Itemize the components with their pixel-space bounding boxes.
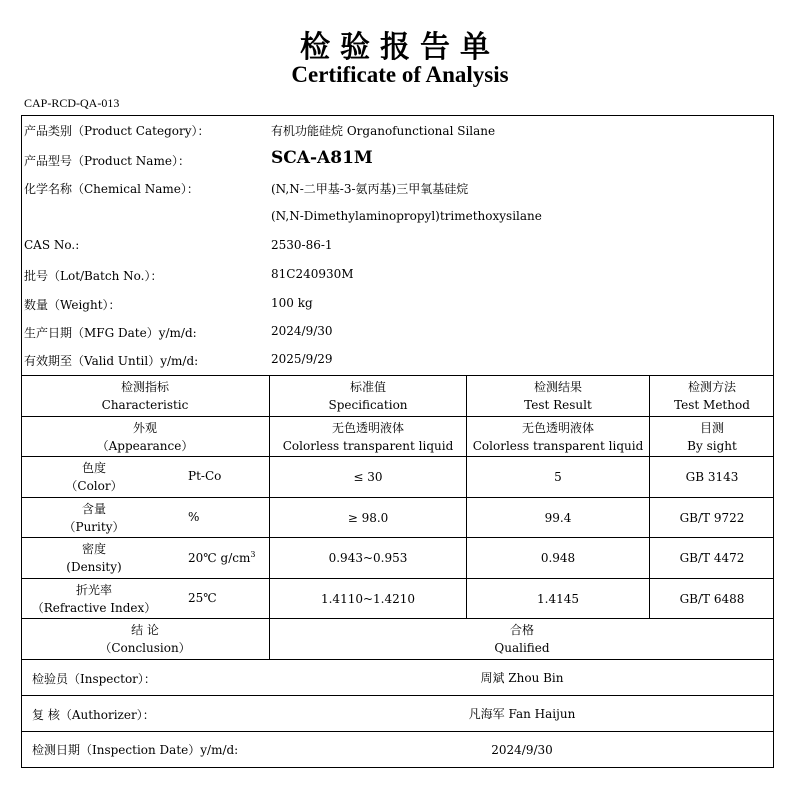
conclusion-value: 合格 Qualified — [494, 623, 550, 655]
table-row-name: 含量 （Purity） — [63, 501, 125, 534]
document-number: CAP-RCD-QA-013 — [24, 96, 120, 110]
inspection-date-label: 检测日期（Inspection Date）y/m/d: — [32, 743, 239, 757]
header-characteristic: 检测指标 Characteristic — [101, 380, 189, 412]
chemical-name-cn: (N,N-二甲基-3-氨丙基)三甲氧基硅烷 — [271, 182, 469, 196]
chemical-name-en: (N,N-Dimethylaminopropyl)trimethoxysilane — [271, 209, 542, 223]
table-row-unit: % — [188, 510, 200, 524]
table-row-result: 5 — [554, 470, 562, 484]
conclusion-label: 结 论 （Conclusion） — [99, 623, 191, 655]
header-test-result: 检测结果 Test Result — [524, 380, 592, 412]
table-row-name: 密度 (Density) — [66, 542, 122, 574]
valid-until-value: 2025/9/29 — [271, 352, 333, 366]
inspection-date-value: 2024/9/30 — [491, 742, 553, 757]
inspector-value: 周斌 Zhou Bin — [480, 670, 564, 685]
lot-label: 批号（Lot/Batch No.）： — [24, 269, 163, 283]
category-value: 有机功能硅烷 Organofunctional Silane — [271, 124, 496, 138]
table-row-unit: Pt-Co — [188, 469, 222, 483]
appearance-spec: 无色透明液体 Colorless transparent liquid — [282, 420, 454, 453]
header-specification: 标准值 Specification — [328, 380, 408, 412]
table-row-unit: 25℃ — [188, 591, 217, 605]
table-row-spec: ≥ 98.0 — [347, 510, 389, 525]
table-row-result: 99.4 — [544, 510, 572, 525]
table-row-name: 色度 （Color） — [65, 461, 123, 493]
table-row-method: GB/T 6488 — [679, 591, 745, 606]
table-row-unit: 20℃ $g/cm^3$ — [188, 550, 256, 565]
product-value: SCA-A81M — [271, 148, 373, 168]
table-row-spec: 0.943~0.953 — [328, 551, 408, 565]
appearance-method: 目测 By sight — [687, 420, 737, 453]
title-chinese: 检验报告单 — [300, 30, 500, 65]
header-test-method: 检测方法 Test Method — [674, 380, 750, 412]
authorizer-value: 凡海军 Fan Haijun — [468, 706, 576, 721]
chemical-name-label: 化学名称（Chemical Name）： — [24, 182, 199, 196]
cas-value: 2530-86-1 — [271, 238, 333, 252]
table-row-result: 0.948 — [540, 551, 576, 565]
authorizer-label: 复 核（Authorizer）： — [32, 708, 155, 722]
product-label: 产品型号（Product Name）： — [24, 154, 190, 168]
cas-label: CAS No.: — [24, 238, 80, 252]
table-row-spec: ≤ 30 — [353, 470, 383, 484]
mfg-date-value: 2024/9/30 — [271, 324, 333, 338]
title-english: Certificate of Analysis — [291, 62, 509, 87]
valid-until-label: 有效期至（Valid Until）y/m/d: — [24, 354, 199, 368]
table-row-method: GB/T 9722 — [679, 510, 745, 525]
inspector-label: 检验员（Inspector）： — [32, 672, 156, 686]
appearance-result: 无色透明液体 Colorless transparent liquid — [472, 420, 644, 453]
weight-value: 100 kg — [271, 296, 313, 310]
lot-value: 81C240930M — [271, 267, 354, 281]
mfg-date-label: 生产日期（MFG Date）y/m/d: — [24, 326, 197, 340]
category-label: 产品类别（Product Category）： — [24, 124, 210, 138]
table-row-result: 1.4145 — [537, 591, 579, 606]
table-row-name: 折光率 （Refractive Index） — [31, 582, 157, 615]
table-row-spec: 1.4110~1.4210 — [320, 591, 416, 606]
table-row-method: GB/T 4472 — [679, 551, 745, 565]
weight-label: 数量（Weight）： — [24, 298, 121, 312]
table-row-method: GB 3143 — [685, 470, 739, 484]
appearance-name: 外观 （Appearance） — [96, 420, 194, 453]
